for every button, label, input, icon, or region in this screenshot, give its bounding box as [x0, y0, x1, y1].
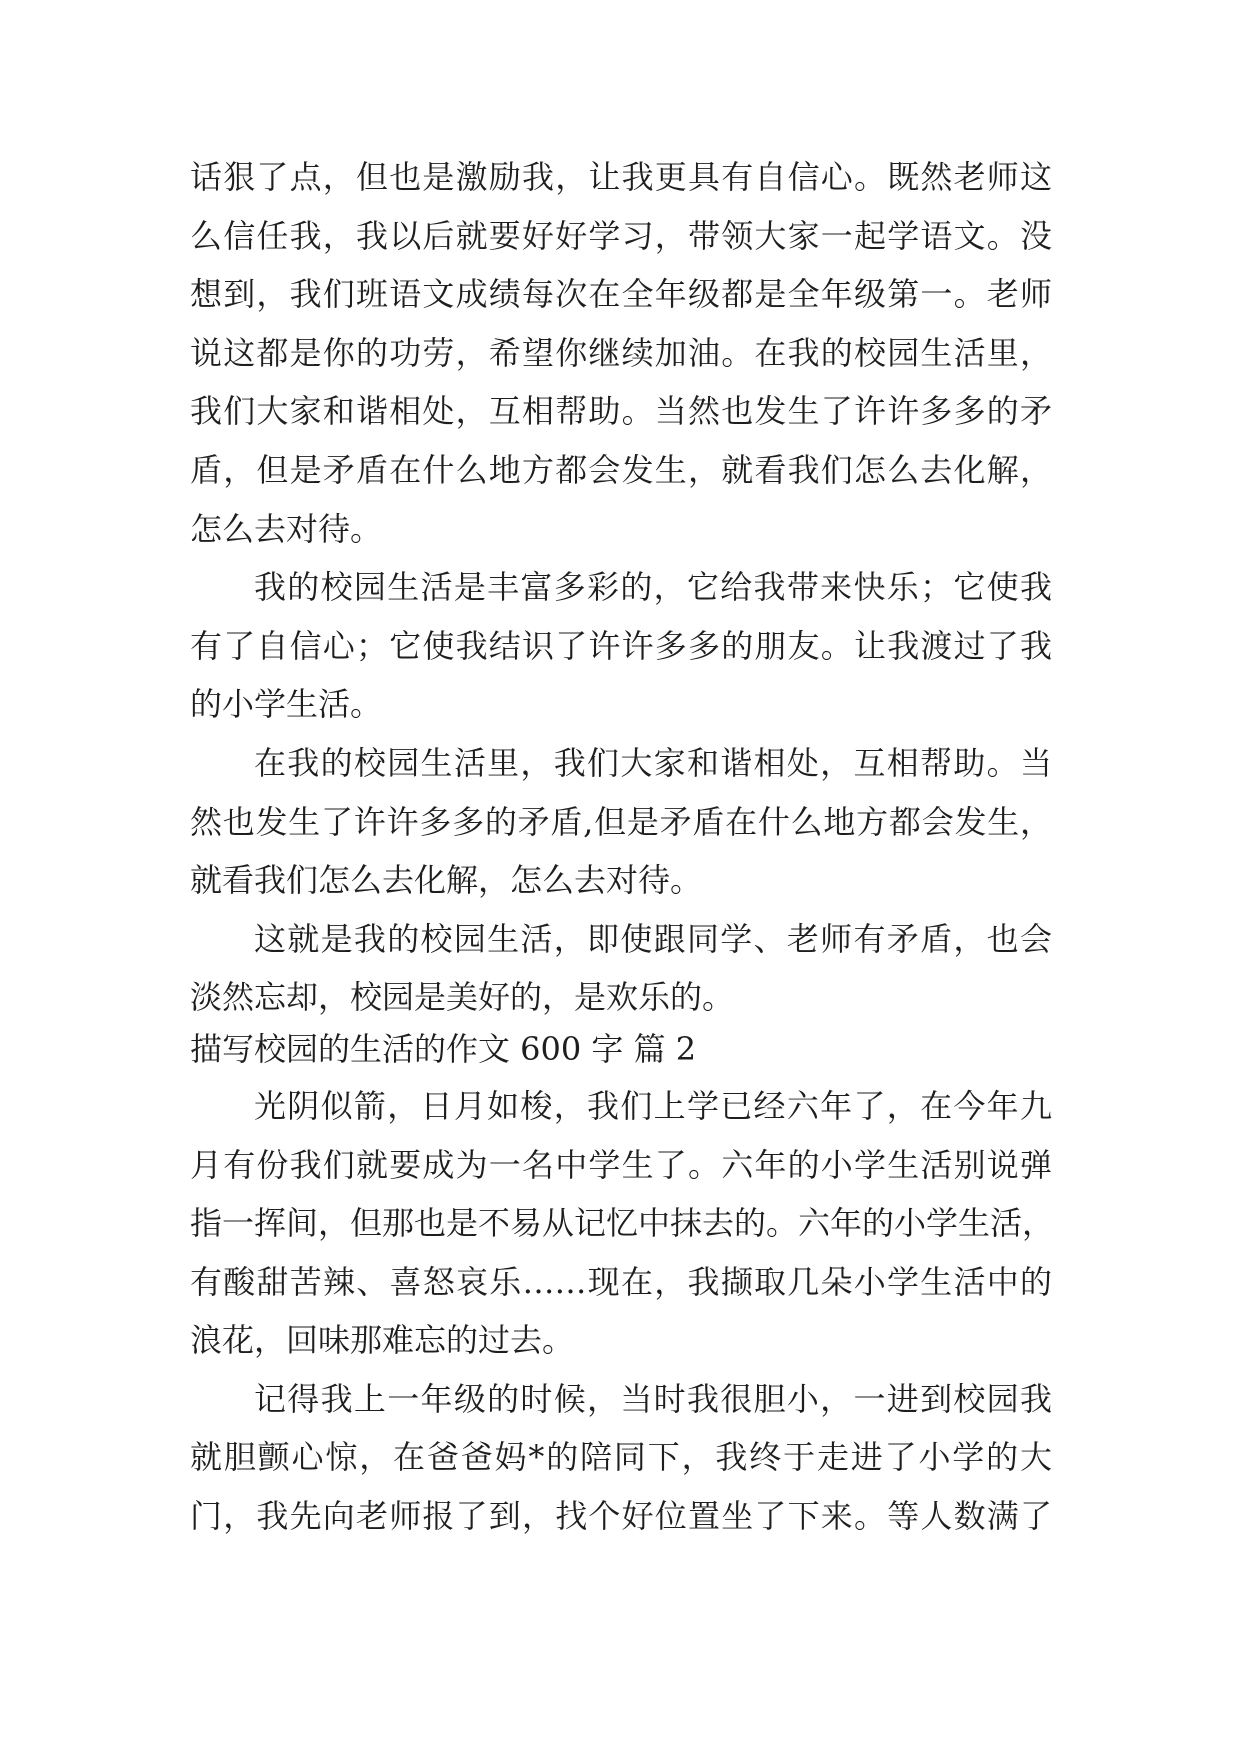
text-line: 就胆颤心惊，在爸爸妈*的陪同下，我终于走进了小学的大	[190, 1438, 1052, 1477]
text-line: 这就是我的校园生活，即使跟同学、老师有矛盾，也会	[254, 919, 1052, 958]
paragraph-first-grade	[190, 1370, 1052, 1546]
text-line: 门，我先向老师报了到，找个好位置坐了下来。等人数满了	[190, 1497, 1052, 1536]
document-body	[190, 148, 1055, 1546]
text-line: 指一挥间，但那也是不易从记忆中抹去的。六年的小学生活，	[190, 1204, 1055, 1243]
text-line: 说这都是你的功劳，希望你继续加油。在我的校园生活里，	[190, 333, 1052, 372]
text-line: 盾，但是矛盾在什么地方都会发生，就看我们怎么去化解，	[190, 450, 1052, 489]
paragraph-continuation	[190, 148, 1052, 558]
text-line: 怎么去对待。	[190, 509, 383, 548]
paragraph-six-years	[190, 1077, 1055, 1370]
text-line: 月有份我们就要成为一名中学生了。六年的小学生活别说弹	[190, 1145, 1052, 1184]
paragraph-school-life-rich	[190, 558, 1052, 734]
text-line: 么信任我，我以后就要好好学习，带领大家一起学语文。没	[190, 216, 1052, 255]
text-line: 话狠了点，但也是激励我，让我更具有自信心。既然老师这	[190, 158, 1052, 196]
text-line: 浪花，回味那难忘的过去。	[190, 1321, 575, 1360]
text-line: 有了自信心；它使我结识了许许多多的朋友。让我渡过了我	[190, 626, 1052, 665]
text-line: 记得我上一年级的时候，当时我很胆小，一进到校园我	[254, 1379, 1052, 1418]
section-heading: 描写校园的生活的作文 600 字 篇 2	[190, 1029, 697, 1068]
text-line: 我的校园生活是丰富多彩的，它给我带来快乐；它使我	[254, 568, 1052, 607]
text-line: 我们大家和谐相处，互相帮助。当然也发生了许许多多的矛	[190, 392, 1052, 431]
text-line: 光阴似箭，日月如梭，我们上学已经六年了，在今年九	[254, 1086, 1052, 1125]
text-line: 的小学生活。	[190, 685, 383, 724]
text-line: 在我的校园生活里，我们大家和谐相处，互相帮助。当	[254, 743, 1052, 782]
paragraph-conclusion	[190, 910, 1052, 1027]
text-line: 淡然忘却，校园是美好的，是欢乐的。	[190, 978, 735, 1017]
text-line: 想到，我们班语文成绩每次在全年级都是全年级第一。老师	[190, 275, 1052, 314]
text-line: 有酸甜苦辣、喜怒哀乐……现在，我撷取几朵小学生活中的	[190, 1262, 1052, 1301]
text-line: 然也发生了许许多多的矛盾,但是矛盾在什么地方都会发生，	[190, 802, 1052, 841]
paragraph-harmony	[190, 734, 1052, 910]
text-line: 就看我们怎么去化解，怎么去对待。	[190, 861, 703, 900]
